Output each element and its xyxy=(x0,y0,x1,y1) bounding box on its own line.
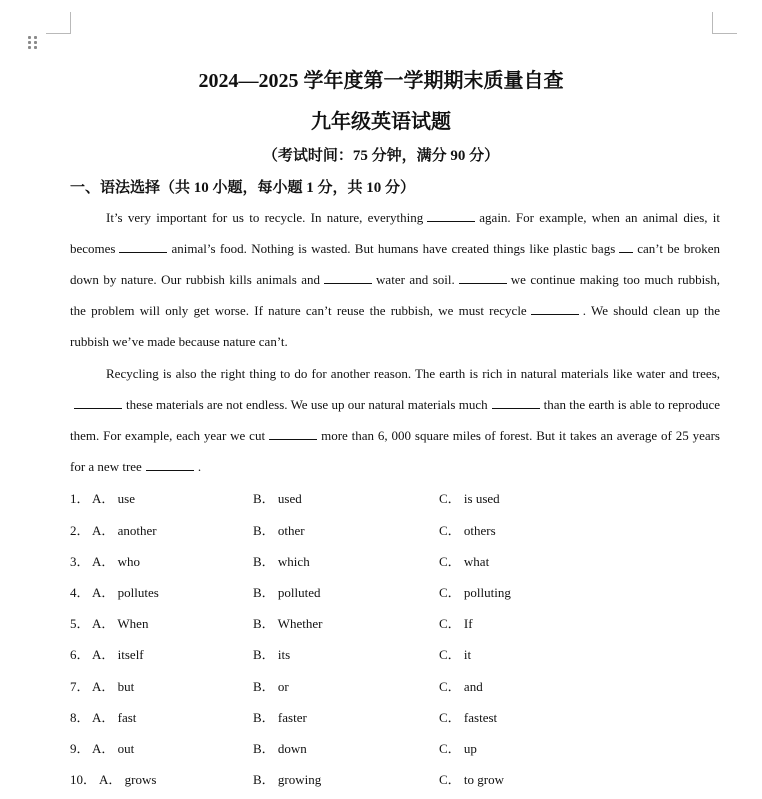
answer-blank-10 xyxy=(146,458,194,471)
question-number: 7． xyxy=(70,679,90,694)
question-number: 9． xyxy=(70,741,90,756)
option-b: B． its xyxy=(253,647,291,662)
option-a: A． out xyxy=(92,741,135,756)
drag-handle-icon[interactable] xyxy=(28,36,38,50)
question-number: 2． xyxy=(70,523,90,538)
passage-text: animal’s food. Nothing is wasted. But humans have created things like plastic bags xyxy=(171,241,616,256)
option-b: B． other xyxy=(253,523,305,538)
answer-blank-1 xyxy=(427,209,475,222)
option-b: B． or xyxy=(253,679,289,694)
answer-blank-3 xyxy=(619,240,633,253)
passage-paragraph-2 xyxy=(70,358,720,482)
option-c: C． it xyxy=(439,647,472,662)
question-number: 10． xyxy=(70,772,97,787)
passage-text: more than 6, 000 square miles of forest. But it takes an average of 25 years for a new tree xyxy=(70,428,720,474)
option-c: C． If xyxy=(439,616,473,631)
option-b: B． growing xyxy=(253,772,322,787)
answer-blank-9 xyxy=(269,427,317,440)
option-b: B． Whether xyxy=(253,616,323,631)
question-number: 1． xyxy=(70,491,90,506)
option-a: A． another xyxy=(92,523,157,538)
option-c: C． fastest xyxy=(439,710,498,725)
answer-blank-6 xyxy=(531,302,579,315)
passage-paragraph-1 xyxy=(70,202,720,357)
passage-text: can’t be broken down by nature. Our rubbish kills animals and xyxy=(70,241,720,287)
answer-blank-2 xyxy=(119,240,167,253)
answer-blank-5 xyxy=(459,271,507,284)
question-number: 6． xyxy=(70,647,90,662)
option-a: A． who xyxy=(92,554,141,569)
option-c: C． others xyxy=(439,523,496,538)
option-b: B． down xyxy=(253,741,307,756)
answer-blank-7 xyxy=(74,396,122,409)
option-c: C． to grow xyxy=(439,772,505,787)
crop-mark-left xyxy=(46,12,71,34)
exam-subtitle: 九年级英语试题 xyxy=(311,111,451,133)
question-number: 4． xyxy=(70,585,90,600)
passage-text: . xyxy=(197,459,202,474)
question-number: 8． xyxy=(70,710,90,725)
exam-info: （考试时间：75 分钟，满分 90 分） xyxy=(262,148,500,164)
option-c: C． and xyxy=(439,679,483,694)
section-heading: 一、语法选择（共 10 小题，每小题 1 分，共 10 分） xyxy=(70,180,416,196)
crop-mark-right xyxy=(712,12,737,34)
passage-text: than the earth is able to reproduce them. For example, each year we cut xyxy=(70,397,720,443)
passage-text: It’s very important for us to recycle. In nature, everything xyxy=(106,210,424,225)
question-number: 3． xyxy=(70,554,90,569)
option-b: B． faster xyxy=(253,710,307,725)
passage-text: . We should clean up the rubbish we’ve made because nature can’t. xyxy=(70,303,720,349)
passage-text: Recycling is also the right thing to do for another reason. The earth is rich in natural materials like water and trees, xyxy=(106,366,720,381)
option-c: C． is used xyxy=(439,491,500,506)
passage-text: again. For example, when an animal dies, it becomes xyxy=(70,210,721,256)
option-c: C． up xyxy=(439,741,477,756)
option-a: A． itself xyxy=(92,647,144,662)
option-c: C． polluting xyxy=(439,585,511,600)
option-a: A． When xyxy=(92,616,149,631)
option-c: C． what xyxy=(439,554,490,569)
option-a: A． fast xyxy=(92,710,137,725)
passage-text: these materials are not endless. We use up our natural materials much xyxy=(126,397,488,412)
option-b: B． polluted xyxy=(253,585,321,600)
answer-blank-8 xyxy=(492,396,540,409)
option-a: A． grows xyxy=(99,772,157,787)
option-b: B． used xyxy=(253,491,302,506)
question-number: 5． xyxy=(70,616,90,631)
exam-title: 2024—2025 学年度第一学期期末质量自查 xyxy=(198,70,564,92)
option-a: A． but xyxy=(92,679,135,694)
answer-blank-4 xyxy=(324,271,372,284)
passage-text: water and soil. xyxy=(376,272,455,287)
option-a: A． use xyxy=(92,491,135,506)
option-b: B． which xyxy=(253,554,310,569)
option-a: A． pollutes xyxy=(92,585,159,600)
passage-text: we continue making too much rubbish, the problem will only get worse. If nature can’t reuse the rubbish, we must recycle xyxy=(70,272,720,318)
